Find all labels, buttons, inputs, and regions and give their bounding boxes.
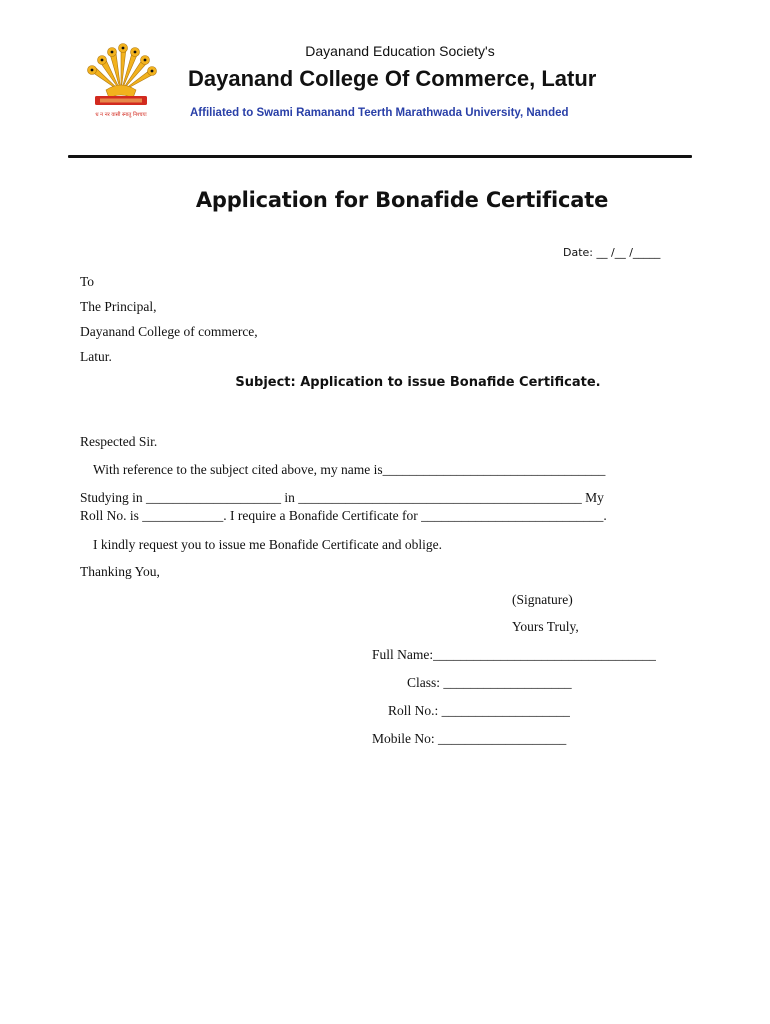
mobile-no-field: Mobile No: ___________________ (372, 731, 567, 746)
closing-line: Thanking You, (80, 564, 160, 579)
emblem-motto: ध न नर वासी स्नातु निश्चयः (95, 112, 147, 118)
body-line-studying: Studying in ____________________ in __________________________________________ My (80, 490, 604, 505)
date-line: Date: __ /__ /_____ (563, 246, 661, 259)
body-line-name: With reference to the subject cited above, my name is_________________________________ (93, 462, 606, 477)
body-line-roll: Roll No. is ____________. I require a Bonafide Certificate for ___________________________. (80, 508, 607, 523)
yours-truly: Yours Truly, (512, 619, 579, 634)
address-line-city: Latur. (80, 349, 112, 364)
roll-no-field: Roll No.: ___________________ (388, 703, 570, 718)
address-line-principal: The Principal, (80, 299, 157, 314)
class-field: Class: ___________________ (407, 675, 572, 690)
body-line-request: I kindly request you to issue me Bonafide Certificate and oblige. (93, 537, 443, 552)
salutation: Respected Sir. (80, 434, 158, 449)
signature-label: (Signature) (512, 592, 573, 607)
affiliation-line: Affiliated to Swami Ramanand Teerth Marathwada University, Nanded (190, 107, 569, 119)
address-line-college: Dayanand College of commerce, (80, 324, 258, 339)
header-divider (68, 155, 692, 158)
college-name: Dayanand College Of Commerce, Latur (188, 66, 597, 91)
document-title: Application for Bonafide Certificate (195, 188, 609, 212)
society-name: Dayanand Education Society's (305, 43, 495, 59)
address-line-to: To (80, 274, 95, 289)
subject-line: Subject: Application to issue Bonafide Certificate. (235, 375, 601, 390)
full-name-field: Full Name:_________________________________ (372, 647, 656, 662)
